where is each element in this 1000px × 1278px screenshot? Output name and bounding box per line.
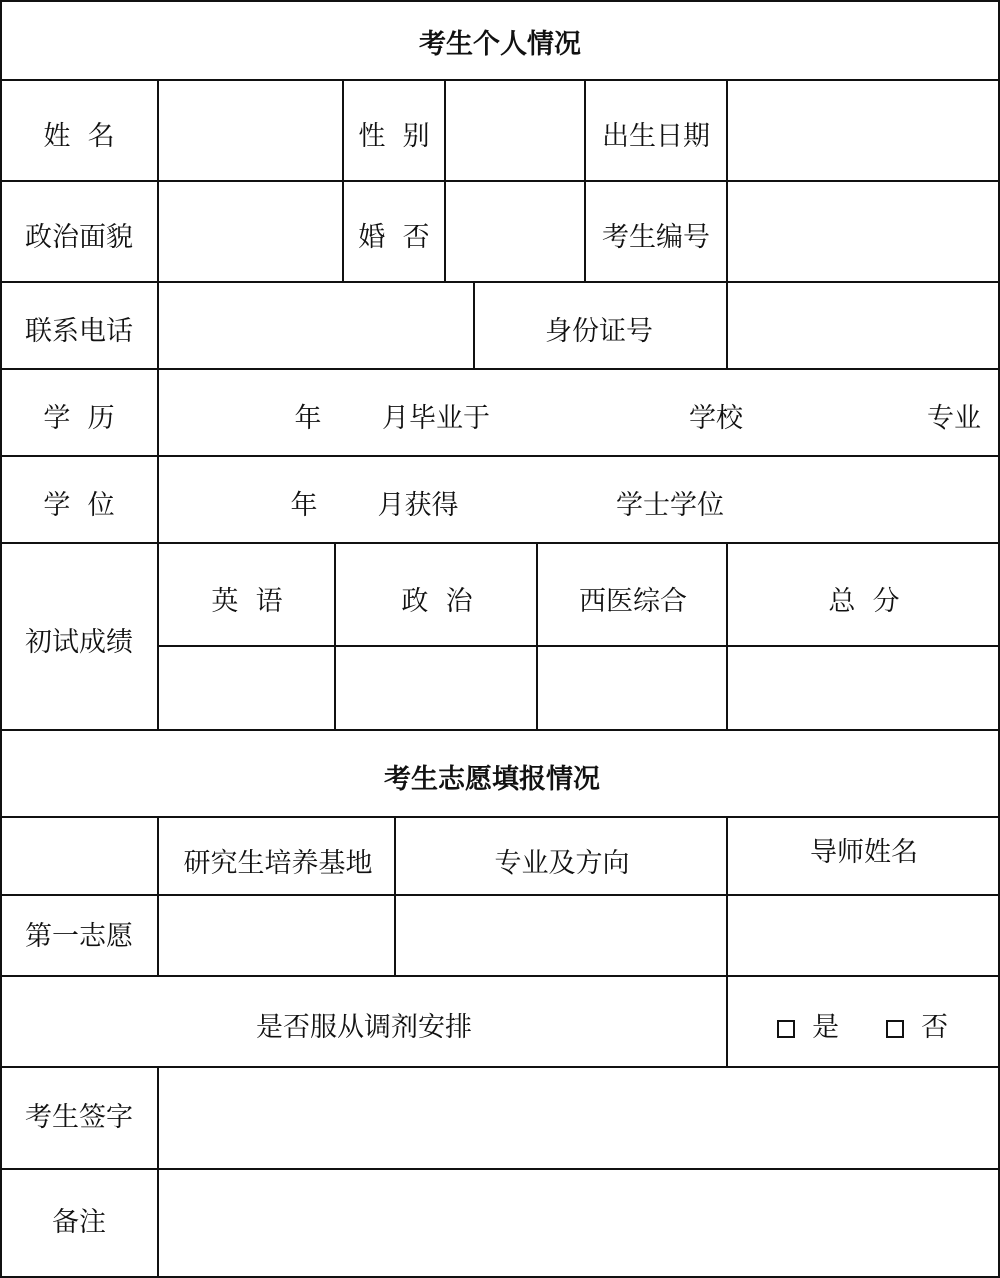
yes-label: 是 [812, 1012, 840, 1043]
col-line [444, 79, 446, 283]
no-label: 否 [921, 1012, 949, 1043]
row-line [0, 894, 1000, 896]
gender-label: 性 别 [358, 121, 430, 152]
row-line [0, 975, 1000, 977]
row-line [0, 455, 1000, 457]
marital-status-label: 婚 否 [358, 222, 430, 253]
col-line [726, 542, 728, 731]
col-line [536, 542, 538, 731]
mentor-name-header: 导师姓名 [810, 837, 918, 868]
exam-id-label: 考生编号 [602, 222, 710, 253]
border-top [0, 0, 1000, 2]
row-line [0, 180, 1000, 182]
adjust-yes-option[interactable] [777, 1014, 839, 1041]
id-card-label: 身份证号 [545, 316, 653, 347]
col-line [157, 1066, 159, 1278]
border-left [0, 0, 2, 1278]
total-score-header: 总 分 [828, 586, 900, 617]
degree-year-label: 年 [290, 490, 318, 521]
preference-section-title: 考生志愿填报情况 [384, 764, 600, 795]
phone-label: 联系电话 [25, 316, 133, 347]
col-line [394, 816, 396, 977]
graduation-year-label: 年 [294, 403, 322, 434]
scores-label: 初试成绩 [25, 627, 133, 658]
col-line [157, 816, 159, 977]
col-line [584, 79, 586, 283]
major-direction-header: 专业及方向 [494, 848, 630, 879]
row-line [0, 1066, 1000, 1068]
degree-month-label: 月获得 [377, 490, 459, 521]
english-score-header: 英 语 [211, 586, 283, 617]
col-line [342, 79, 344, 283]
no-checkbox[interactable] [886, 1020, 904, 1038]
adjust-no-option[interactable] [886, 1014, 948, 1041]
col-line [334, 542, 336, 731]
row-line [0, 368, 1000, 370]
yes-checkbox[interactable] [777, 1020, 795, 1038]
col-line [157, 79, 159, 731]
education-level-label: 学 历 [43, 403, 115, 434]
accept-adjustment-label: 是否服从调剂安排 [256, 1012, 472, 1043]
row-line [0, 816, 1000, 818]
name-label: 姓 名 [43, 121, 115, 152]
row-line [0, 281, 1000, 283]
school-label: 学校 [689, 403, 743, 434]
personal-section-title: 考生个人情况 [419, 29, 581, 60]
major-label: 专业 [927, 403, 981, 434]
row-line [0, 729, 1000, 731]
col-line [726, 816, 728, 1068]
col-line [473, 281, 475, 370]
col-line [726, 79, 728, 370]
birthdate-label: 出生日期 [602, 121, 710, 152]
graduation-month-label: 月毕业于 [382, 403, 490, 434]
political-status-label: 政治面貌 [25, 222, 133, 253]
degree-type-label: 学士学位 [616, 490, 724, 521]
signature-label: 考生签字 [25, 1102, 133, 1133]
row-line [0, 1168, 1000, 1170]
row-line [0, 542, 1000, 544]
degree-label: 学 位 [43, 490, 115, 521]
politics-score-header: 政 治 [401, 586, 473, 617]
row-line [158, 645, 1000, 647]
training-base-header: 研究生培养基地 [183, 848, 373, 879]
row-line [0, 79, 1000, 81]
first-choice-label: 第一志愿 [25, 921, 133, 952]
medicine-score-header: 西医综合 [579, 586, 687, 617]
remarks-label: 备注 [52, 1207, 106, 1238]
